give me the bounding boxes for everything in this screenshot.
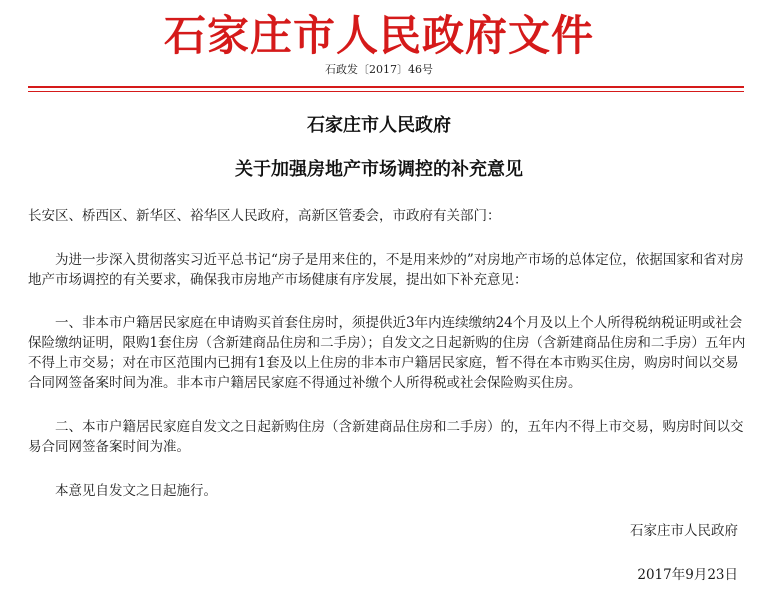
paragraph-item-2: 二、本市户籍居民家庭自发文之日起新购住房（含新建商品住房和二手房）的，五年内不得上市交易，购房时间以交易合同网签备案时间为准。 xyxy=(28,419,744,455)
addressees: 长安区、桥西区、新华区、裕华区人民政府，高新区管委会，市政府有关部门： xyxy=(28,208,501,224)
paragraph-item-1: 一、非本市户籍居民家庭在申请购买首套住房时，须提供近3年内连续缴纳24个月及以上个人所得税纳税证明或社会保险缴纳证明，限购1套住房（含新建商品住房和二手房）；自发文之日起新购的住房（含新建商品住房和二手房）五年内不得上市交易；对在市区范围内已拥有1套及以上住房的非本市户籍居民家庭，暂不得在本市购买住房，购房时间以交易合同网签备案时间为准。非本市户籍居民家庭不得通过补缴个人所得税或社会保险购买住房。 xyxy=(28,315,746,391)
document-header-title: 石家庄市人民政府文件 xyxy=(163,11,594,60)
red-divider-line xyxy=(28,86,744,88)
signature: 石家庄市人民政府 xyxy=(630,523,738,539)
document-number: 石政发〔2017〕46号 xyxy=(325,63,433,76)
signature-date: 2017年9月23日 xyxy=(637,567,738,583)
paragraph-intro: 为进一步深入贯彻落实习近平总书记“房子是用来住的，不是用来炒的”对房地产市场的总体定位，依据国家和省对房地产市场调控的有关要求，确保我市房地产市场健康有序发展，提出如下补充意见： xyxy=(28,252,744,288)
issuer-title: 石家庄市人民政府 xyxy=(307,115,451,136)
red-divider-line-thin xyxy=(28,91,744,92)
document-subject: 关于加强房地产市场调控的补充意见 xyxy=(235,159,523,180)
paragraph-effective-date: 本意见自发文之日起施行。 xyxy=(55,483,217,499)
